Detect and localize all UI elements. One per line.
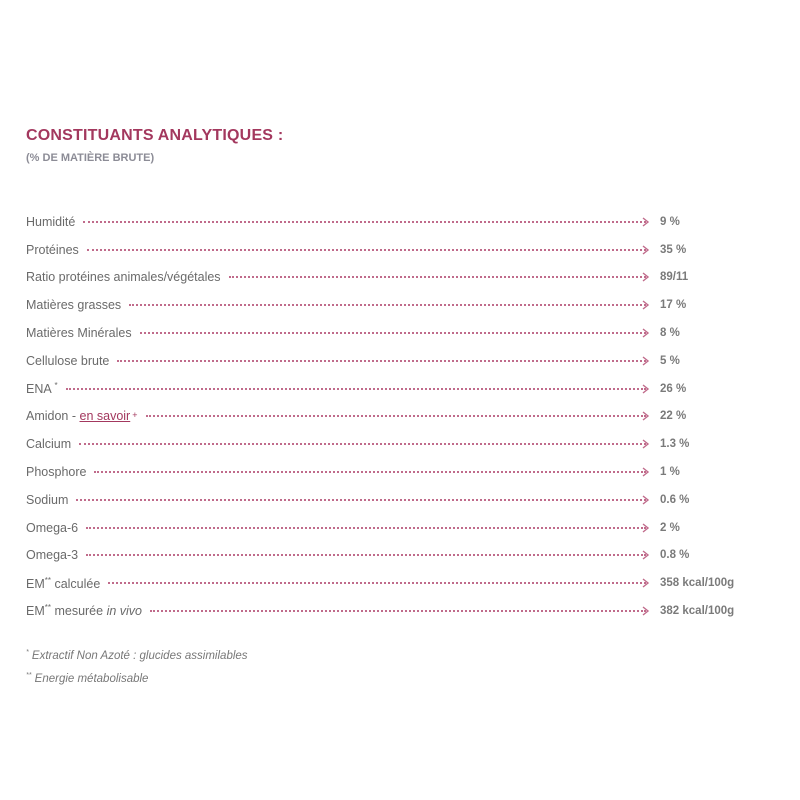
footnote: * Extractif Non Azoté : glucides assimilables	[26, 649, 248, 662]
row-value: 35 %	[660, 243, 687, 256]
arrow-head-icon	[642, 328, 650, 338]
row-label: Humidité	[26, 214, 76, 229]
list-item	[26, 291, 766, 319]
list-item	[26, 264, 766, 292]
arrow-head-icon	[642, 523, 650, 533]
list-item	[26, 458, 766, 486]
row-label: Protéines	[26, 242, 79, 257]
dotted-leader-arrow	[83, 221, 646, 223]
learn-more-link[interactable]: en savoir +	[79, 409, 138, 424]
row-value: 2 %	[660, 521, 680, 534]
analytics-list	[26, 208, 766, 625]
footnote-mark: **	[44, 575, 51, 585]
dotted-leader-arrow	[94, 471, 646, 473]
list-item	[26, 208, 766, 236]
row-value: 5 %	[660, 354, 680, 367]
row-value: 9 %	[660, 215, 680, 228]
list-item	[26, 430, 766, 458]
footnote-mark: *	[54, 381, 58, 391]
list-item	[26, 569, 766, 597]
row-value: 89/11	[660, 271, 689, 284]
footnote-mark: **	[44, 603, 51, 613]
list-item	[26, 403, 766, 431]
dotted-leader-arrow	[140, 332, 646, 334]
dotted-leader-arrow	[129, 304, 646, 306]
section-subtitle: (% DE MATIÈRE BRUTE)	[26, 152, 155, 164]
list-item	[26, 375, 766, 403]
footnotes	[26, 643, 248, 689]
row-label: Phosphore	[26, 465, 87, 480]
dotted-leader-arrow	[79, 443, 646, 445]
arrow-head-icon	[642, 272, 650, 282]
row-label: Amidon - en savoir +	[26, 409, 138, 424]
dotted-leader-arrow	[229, 276, 646, 278]
row-label: Matières grasses	[26, 298, 122, 313]
row-value: 1.3 %	[660, 438, 690, 451]
arrow-head-icon	[642, 356, 650, 366]
footnote: ** Energie métabolisable	[26, 671, 149, 685]
row-value: 26 %	[660, 382, 687, 395]
dotted-leader-arrow	[76, 499, 646, 501]
row-label: ENA *	[26, 381, 58, 397]
list-item	[26, 347, 766, 375]
arrow-head-icon	[642, 411, 650, 421]
row-label: Omega-3	[26, 548, 79, 563]
row-label: Ratio protéines animales/végétales	[26, 270, 221, 285]
list-item	[26, 542, 766, 570]
dotted-leader-arrow	[146, 415, 646, 417]
arrow-head-icon	[642, 439, 650, 449]
arrow-head-icon	[642, 245, 650, 255]
plus-icon: +	[132, 410, 138, 421]
row-value: 22 %	[660, 410, 687, 423]
arrow-head-icon	[642, 300, 650, 310]
list-item	[26, 236, 766, 264]
row-label: Omega-6	[26, 520, 79, 535]
arrow-head-icon	[642, 217, 650, 227]
row-label: Matières Minérales	[26, 326, 132, 341]
row-value: 0.6 %	[660, 493, 690, 506]
arrow-head-icon	[642, 578, 650, 588]
row-label: EM** mesurée in vivo	[26, 603, 143, 619]
arrow-head-icon	[642, 384, 650, 394]
row-value: 1 %	[660, 466, 680, 479]
row-value: 8 %	[660, 327, 680, 340]
dotted-leader-arrow	[86, 527, 646, 529]
row-value: 17 %	[660, 299, 687, 312]
row-value: 358 kcal/100g	[660, 577, 735, 590]
arrow-head-icon	[642, 550, 650, 560]
arrow-head-icon	[642, 606, 650, 616]
list-item	[26, 514, 766, 542]
row-value: 382 kcal/100g	[660, 605, 735, 618]
list-item	[26, 486, 766, 514]
dotted-leader-arrow	[86, 554, 646, 556]
dotted-leader-arrow	[87, 249, 646, 251]
row-label: Cellulose brute	[26, 353, 110, 368]
list-item	[26, 597, 766, 625]
row-label: EM** calculée	[26, 575, 101, 591]
row-label: Sodium	[26, 492, 69, 507]
dotted-leader-arrow	[117, 360, 646, 362]
arrow-head-icon	[642, 467, 650, 477]
row-label: Calcium	[26, 437, 72, 452]
dotted-leader-arrow	[150, 610, 646, 612]
list-item	[26, 319, 766, 347]
row-value: 0.8 %	[660, 549, 690, 562]
dotted-leader-arrow	[108, 582, 646, 584]
arrow-head-icon	[642, 495, 650, 505]
dotted-leader-arrow	[66, 388, 646, 390]
section-title: CONSTITUANTS ANALYTIQUES :	[26, 127, 284, 144]
